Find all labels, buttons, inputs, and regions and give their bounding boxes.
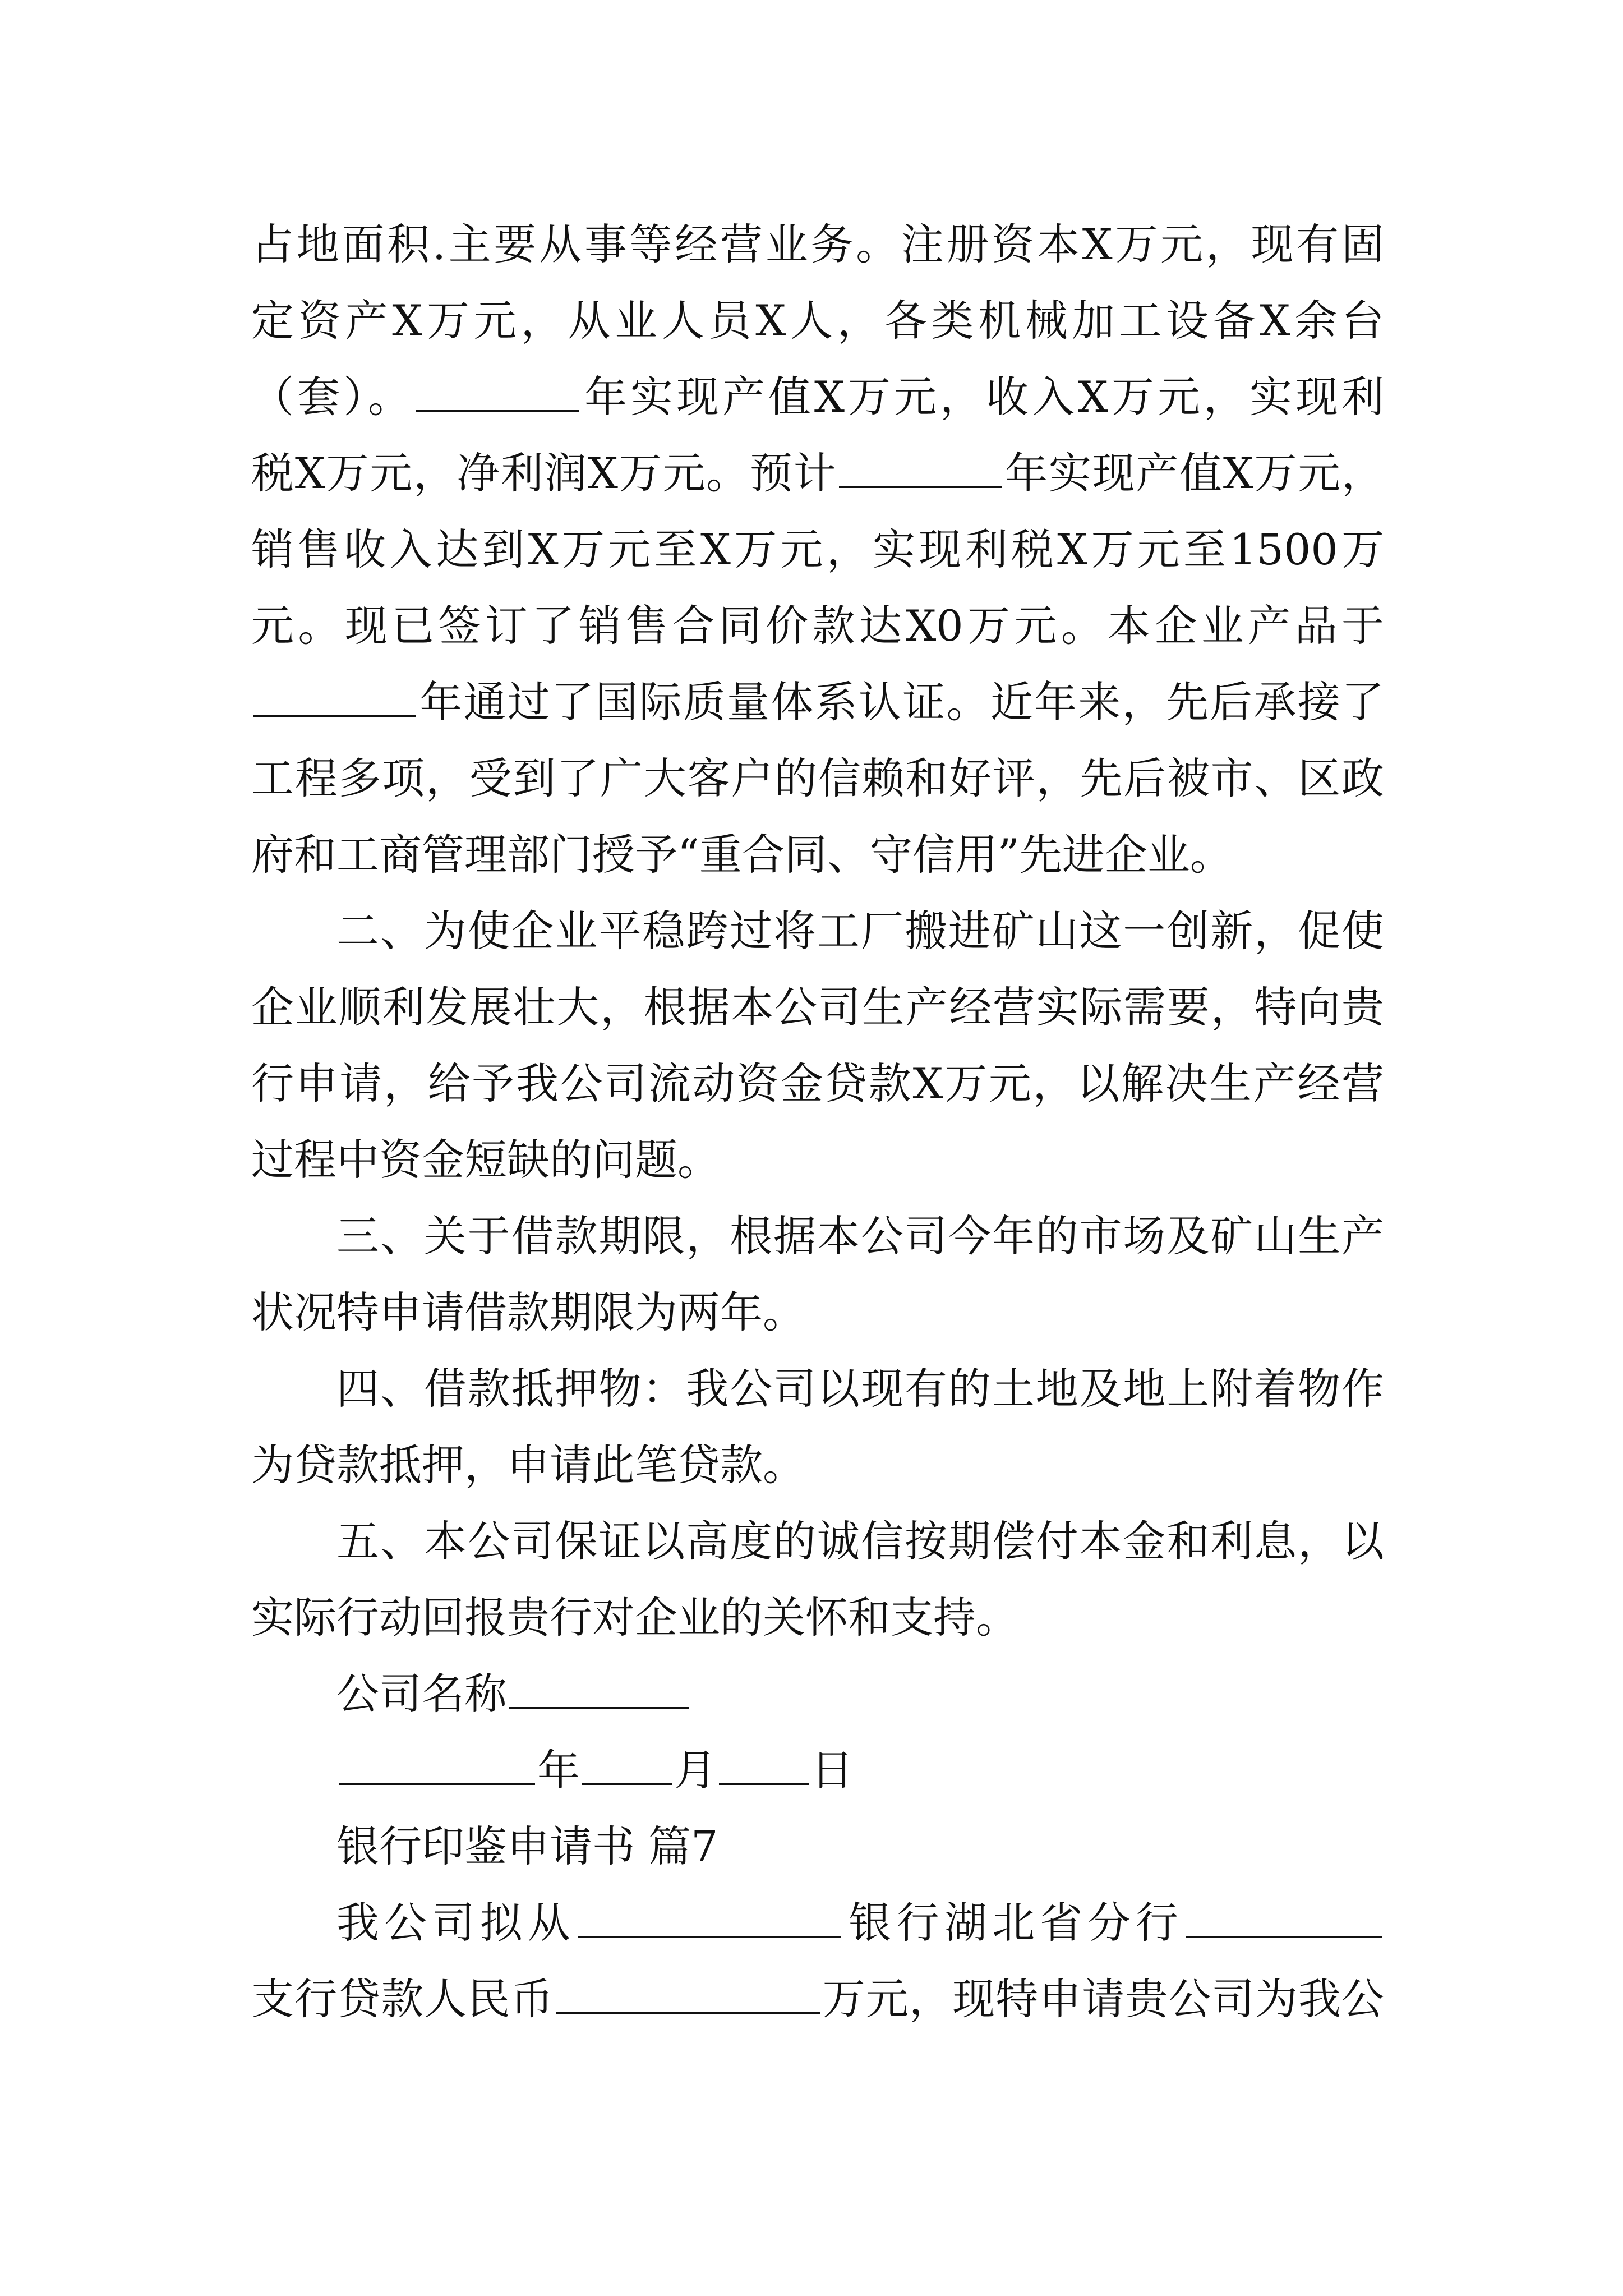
text-line: [251, 1122, 1384, 1198]
text-line: [251, 664, 1384, 740]
text-line: [251, 1580, 1384, 1656]
text-line: [251, 1961, 1384, 2037]
section-title-text: 银行印鉴申请书 篇7: [336, 1821, 718, 1871]
month-label: 月: [674, 1745, 717, 1795]
text-segment: 我公司拟从: [336, 1898, 576, 1948]
text-segment: 年实现产值X万元，: [1004, 448, 1384, 498]
text-segment: 企业顺利发展壮大，根据本公司生产经营实际需要，特向贵: [251, 982, 1384, 1032]
date-line: [336, 1732, 1384, 1809]
text-line: [336, 1351, 1384, 1427]
year-blank: [839, 450, 1002, 488]
text-line: [251, 283, 1384, 359]
text-line: [251, 512, 1384, 588]
text-segment: （套）。: [251, 372, 414, 422]
text-line: [336, 1885, 1384, 1961]
text-segment: 四、借款抵押物：我公司以现有的土地及地上附着物作: [336, 1364, 1384, 1414]
text-segment: 过程中资金短缺的问题。: [251, 1135, 720, 1185]
text-segment: 五、本公司保证以高度的诚信按期偿付本金和利息，以: [336, 1516, 1384, 1566]
text-line: [336, 1198, 1384, 1274]
text-segment: 万元，现特申请贵公司为我公: [822, 1974, 1385, 2024]
text-segment: 元。现已签订了销售合同价款达X0万元。本企业产品于: [251, 601, 1384, 651]
year-label: 年: [537, 1745, 580, 1795]
day-blank: [719, 1747, 809, 1785]
company-name-label: 公司名称: [336, 1669, 507, 1719]
day-label: 日: [811, 1745, 854, 1795]
text-segment: 占地面积.主要从事等经营业务。注册资本X万元，现有固: [251, 219, 1384, 269]
amount-blank: [556, 1976, 820, 2014]
year-blank: [253, 679, 416, 717]
text-line: [251, 969, 1384, 1046]
text-line: [251, 740, 1384, 817]
text-segment: 为贷款抵押，申请此笔贷款。: [251, 1440, 805, 1490]
text-segment: 实际行动回报贵行对企业的关怀和支持。: [251, 1593, 1018, 1642]
text-segment: 年通过了国际质量体系认证。近年来，先后承接了: [418, 677, 1384, 727]
text-segment: 销售收入达到X万元至X万元，实现利税X万元至1500万: [251, 524, 1384, 574]
text-segment: 状况特申请借款期限为两年。: [251, 1287, 805, 1337]
text-segment: 行申请，给予我公司流动资金贷款X万元，以解决生产经营: [251, 1059, 1384, 1108]
text-segment: 税X万元，净利润X万元。预计: [251, 448, 837, 498]
year-blank: [339, 1747, 535, 1785]
company-name-blank: [509, 1671, 689, 1709]
text-line: [251, 435, 1384, 512]
text-segment: 三、关于借款期限，根据本公司今年的市场及矿山生产: [336, 1211, 1384, 1261]
text-segment: 工程多项，受到了广大客户的信赖和好评，先后被市、区政: [251, 753, 1384, 803]
text-line: [336, 1503, 1384, 1580]
bank-name-blank: [578, 1900, 841, 1938]
text-segment: 支行贷款人民币: [251, 1974, 554, 2024]
text-line: [251, 1046, 1384, 1122]
text-line: [336, 893, 1384, 969]
text-segment: 二、为使企业平稳跨过将工厂搬进矿山这一创新，促使: [336, 906, 1384, 956]
text-segment: 府和工商管理部门授予“重合同、守信用”先进企业。: [251, 830, 1233, 880]
section-title: [336, 1809, 1384, 1885]
month-blank: [582, 1747, 672, 1785]
text-line: [251, 206, 1384, 283]
text-line: [251, 817, 1384, 893]
text-line: [251, 588, 1384, 664]
text-segment: 银行湖北省分行: [843, 1898, 1184, 1948]
branch-name-blank: [1186, 1900, 1382, 1938]
text-line: [251, 1427, 1384, 1503]
company-name-line: [336, 1656, 1384, 1732]
text-segment: 年实现产值X万元，收入X万元，实现利: [580, 372, 1385, 422]
text-segment: 定资产X万元，从业人员X人，各类机械加工设备X余台: [251, 296, 1384, 346]
text-line: [251, 359, 1384, 435]
text-line: [251, 1274, 1384, 1351]
year-blank: [416, 374, 579, 412]
